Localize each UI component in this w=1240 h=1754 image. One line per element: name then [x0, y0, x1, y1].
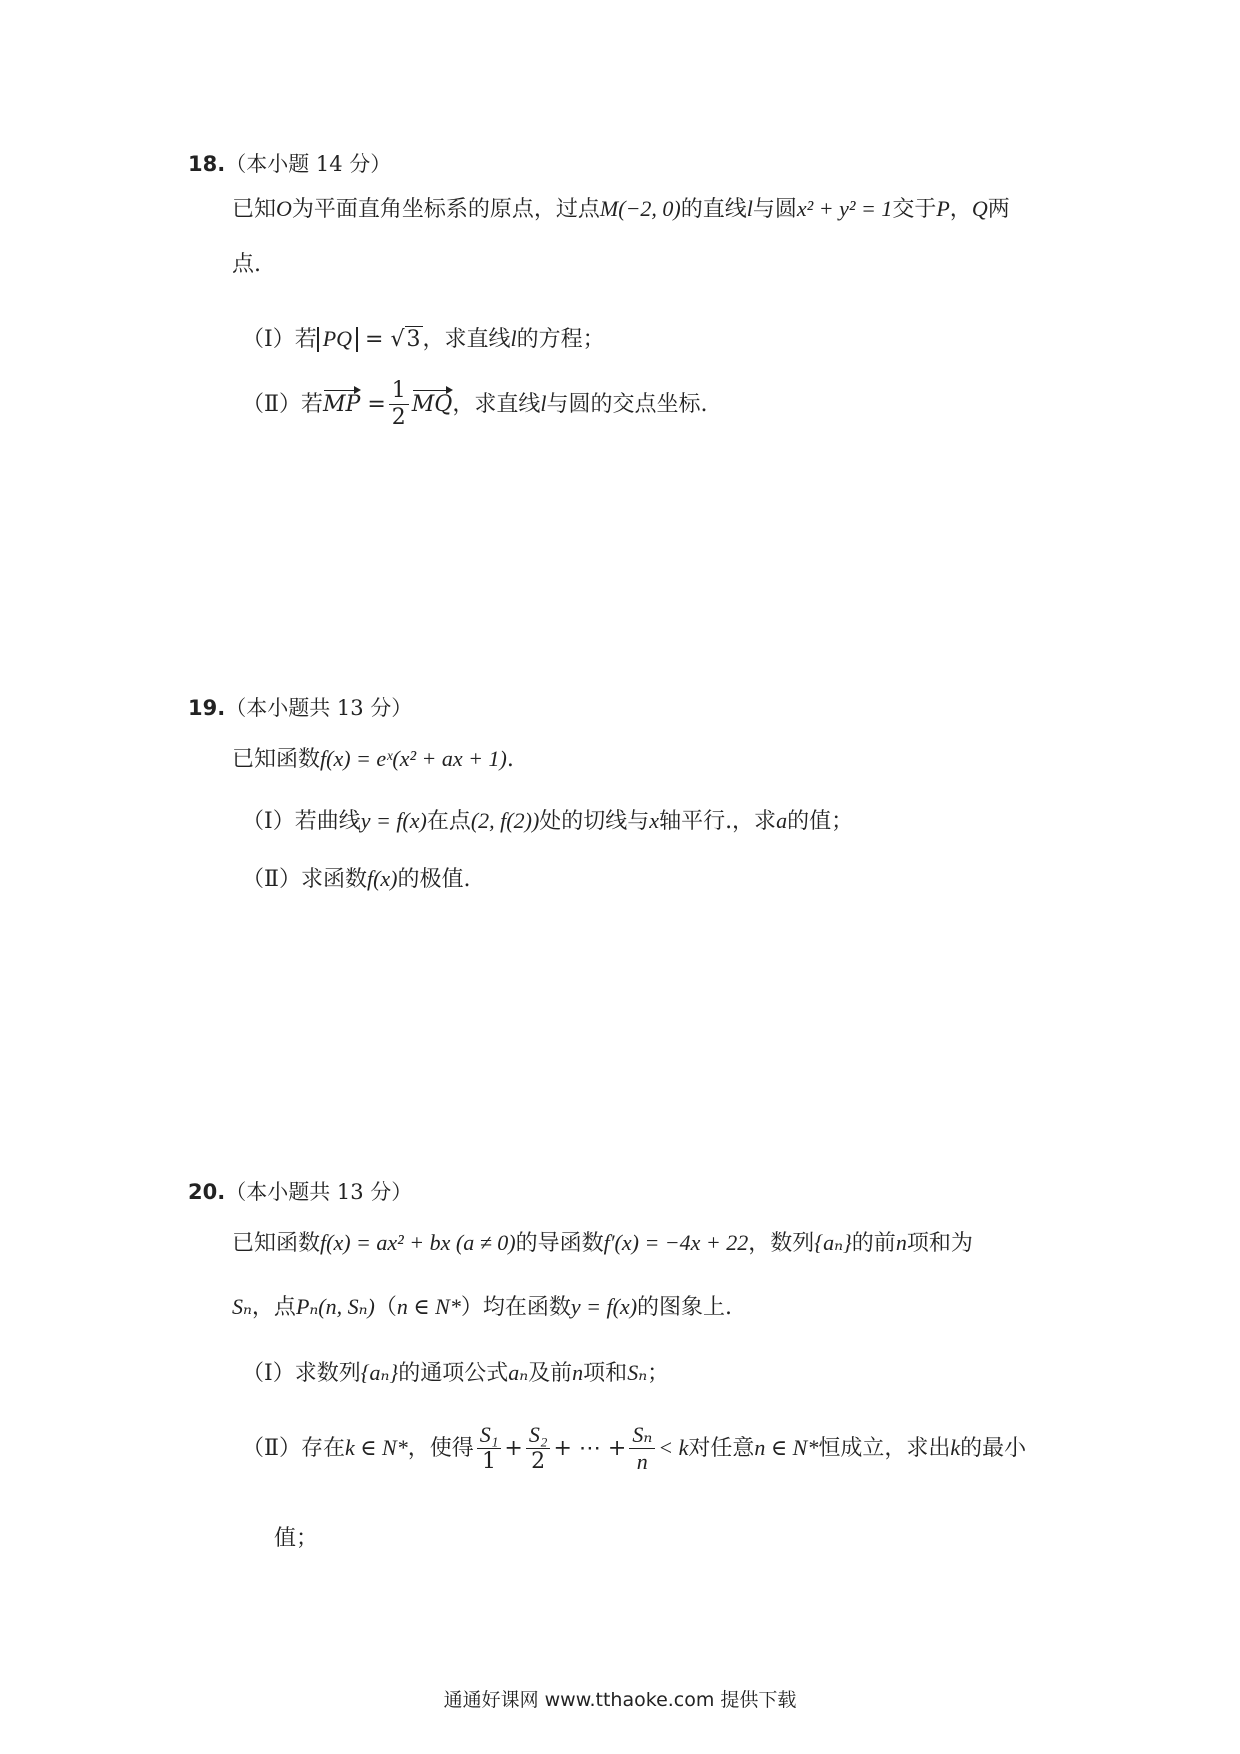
problem-20-stem-line2: Sₙ，点Pₙ(n, Sₙ)（n ∈ N*）均在函数y = f(x)的图象上.: [232, 1294, 733, 1320]
fraction-S2-over-2: $\frac{\text{S₂}}{2}$: [526, 1422, 551, 1476]
problem-20-stem-line1: 已知函数f(x) = ax² + bx (a ≠ 0)的导函数f′(x) = −4x + 22，数列{aₙ}的前n项和为: [232, 1230, 973, 1256]
problem-number: 20.: [188, 1180, 226, 1204]
abs-value: PQ: [317, 327, 358, 352]
problem-19-header: [188, 692, 412, 722]
problem-18-stem-line2: 点.: [232, 252, 261, 277]
problem-20-part-1: （Ⅰ）求数列{aₙ}的通项公式aₙ及前n项和Sₙ；: [242, 1360, 670, 1386]
problem-20-part-2-continued: 值；: [274, 1526, 319, 1551]
vector-MP: MP: [322, 391, 361, 417]
problem-18-part-2: （Ⅱ）若MP = $\frac{1}{2}$ MQ，求直线l与圆的交点坐标.: [242, 378, 708, 431]
problem-19-part-1: （Ⅰ）若曲线y = f(x)在点(2, f(2))处的切线与x轴平行.，求a的值；: [242, 808, 854, 834]
vector-MQ: MQ: [411, 391, 453, 417]
sqrt-symbol: √3: [390, 327, 421, 352]
page-footer: 通通好课网 www.tthaoke.com 提供下载: [443, 1689, 797, 1711]
problem-19-stem: 已知函数f(x) = eˣ(x² + ax + 1).: [232, 746, 514, 772]
fraction-one-half: $\frac{1}{2}$: [389, 378, 409, 432]
problem-20-part-2: （Ⅱ）存在k ∈ N*，使得 $\frac{\text{S₁}}{1}$ + $\frac{\text{S₂}}{2}$ + ⋯ + $\frac{\text{Sₙ}}{n}$ < k对任意n ∈ N*恒成立，求出k的最小: [242, 1422, 1027, 1475]
fraction-Sn-over-n: $\frac{\text{Sₙ}}{n}$: [629, 1422, 655, 1476]
problem-number: 18.: [188, 152, 226, 176]
problem-points: （本小题 14 分）: [225, 152, 392, 176]
problem-18-part-1: （Ⅰ）若 PQ = √3，求直线l的方程；: [242, 326, 605, 352]
problem-points: （本小题共 13 分）: [225, 696, 413, 720]
problem-18-stem-line1: 已知O为平面直角坐标系的原点，过点M(−2, 0)的直线l与圆x² + y² = 1交于P，Q两: [232, 196, 1010, 222]
problem-number: 19.: [188, 696, 226, 720]
problem-points: （本小题共 13 分）: [225, 1180, 413, 1204]
problem-19-part-2: （Ⅱ）求函数f(x)的极值.: [242, 866, 471, 892]
problem-18-header: [188, 148, 391, 178]
problem-20-header: [188, 1176, 412, 1206]
fraction-S1-over-1: $\frac{\text{S₁}}{1}$: [477, 1422, 502, 1476]
